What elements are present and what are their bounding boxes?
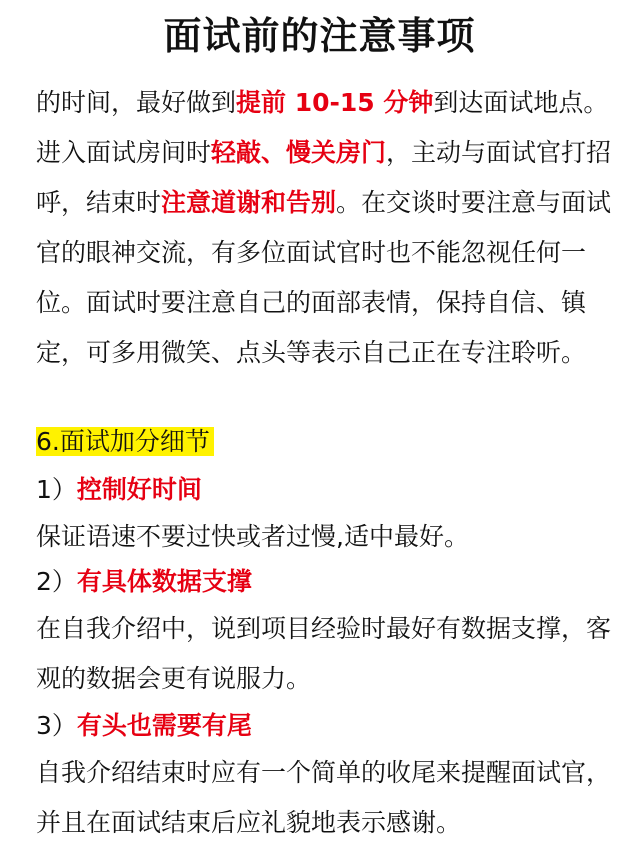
section-heading (36, 422, 214, 462)
section-heading-text: 6.面试加分细节 (36, 427, 214, 456)
intro-text: 到达面试地点。进入面试房间时 (36, 88, 609, 167)
item-heading (36, 562, 252, 602)
item-title: 有具体数据支撑 (76, 567, 252, 596)
item-number: 2） (36, 567, 77, 596)
intro-text: 的时间，最好做到 (36, 88, 237, 117)
item-title: 有头也需要有尾 (76, 711, 252, 740)
item-number: 1） (36, 475, 77, 504)
intro-text: ，主动与面试官打招呼，结束时 (36, 138, 612, 217)
item-body: 在自我介绍中，说到项目经验时最好有数据支撑，客观的数据会更有说服力。 (36, 614, 612, 693)
item-body: 自我介绍结束时应有一个简单的收尾来提醒面试官，并且在面试结束后应礼貌地表示感谢。 (36, 758, 612, 837)
item-body: 保证语速不要过快或者过慢,适中最好。 (36, 522, 469, 551)
highlight-text: 提前 10-15 分钟 (236, 88, 434, 117)
item-heading (36, 706, 252, 746)
highlight-text: 轻敲、慢关房门 (211, 138, 387, 167)
item-heading (36, 470, 202, 510)
page-title: 面试前的注意事项 (163, 14, 476, 58)
intro-text: 。在交谈时要注意与面试官的眼神交流，有多位面试官时也不能忽视任何一位。面试时要注意自己的面部表情，保持自信、镇定，可多用微笑、点头等表示自己正在专注聆听。 (36, 188, 612, 367)
intro-paragraph (36, 78, 616, 378)
item-title: 控制好时间 (76, 475, 202, 504)
highlight-text: 注意道谢和告别 (161, 188, 337, 217)
item-number: 3） (36, 711, 77, 740)
